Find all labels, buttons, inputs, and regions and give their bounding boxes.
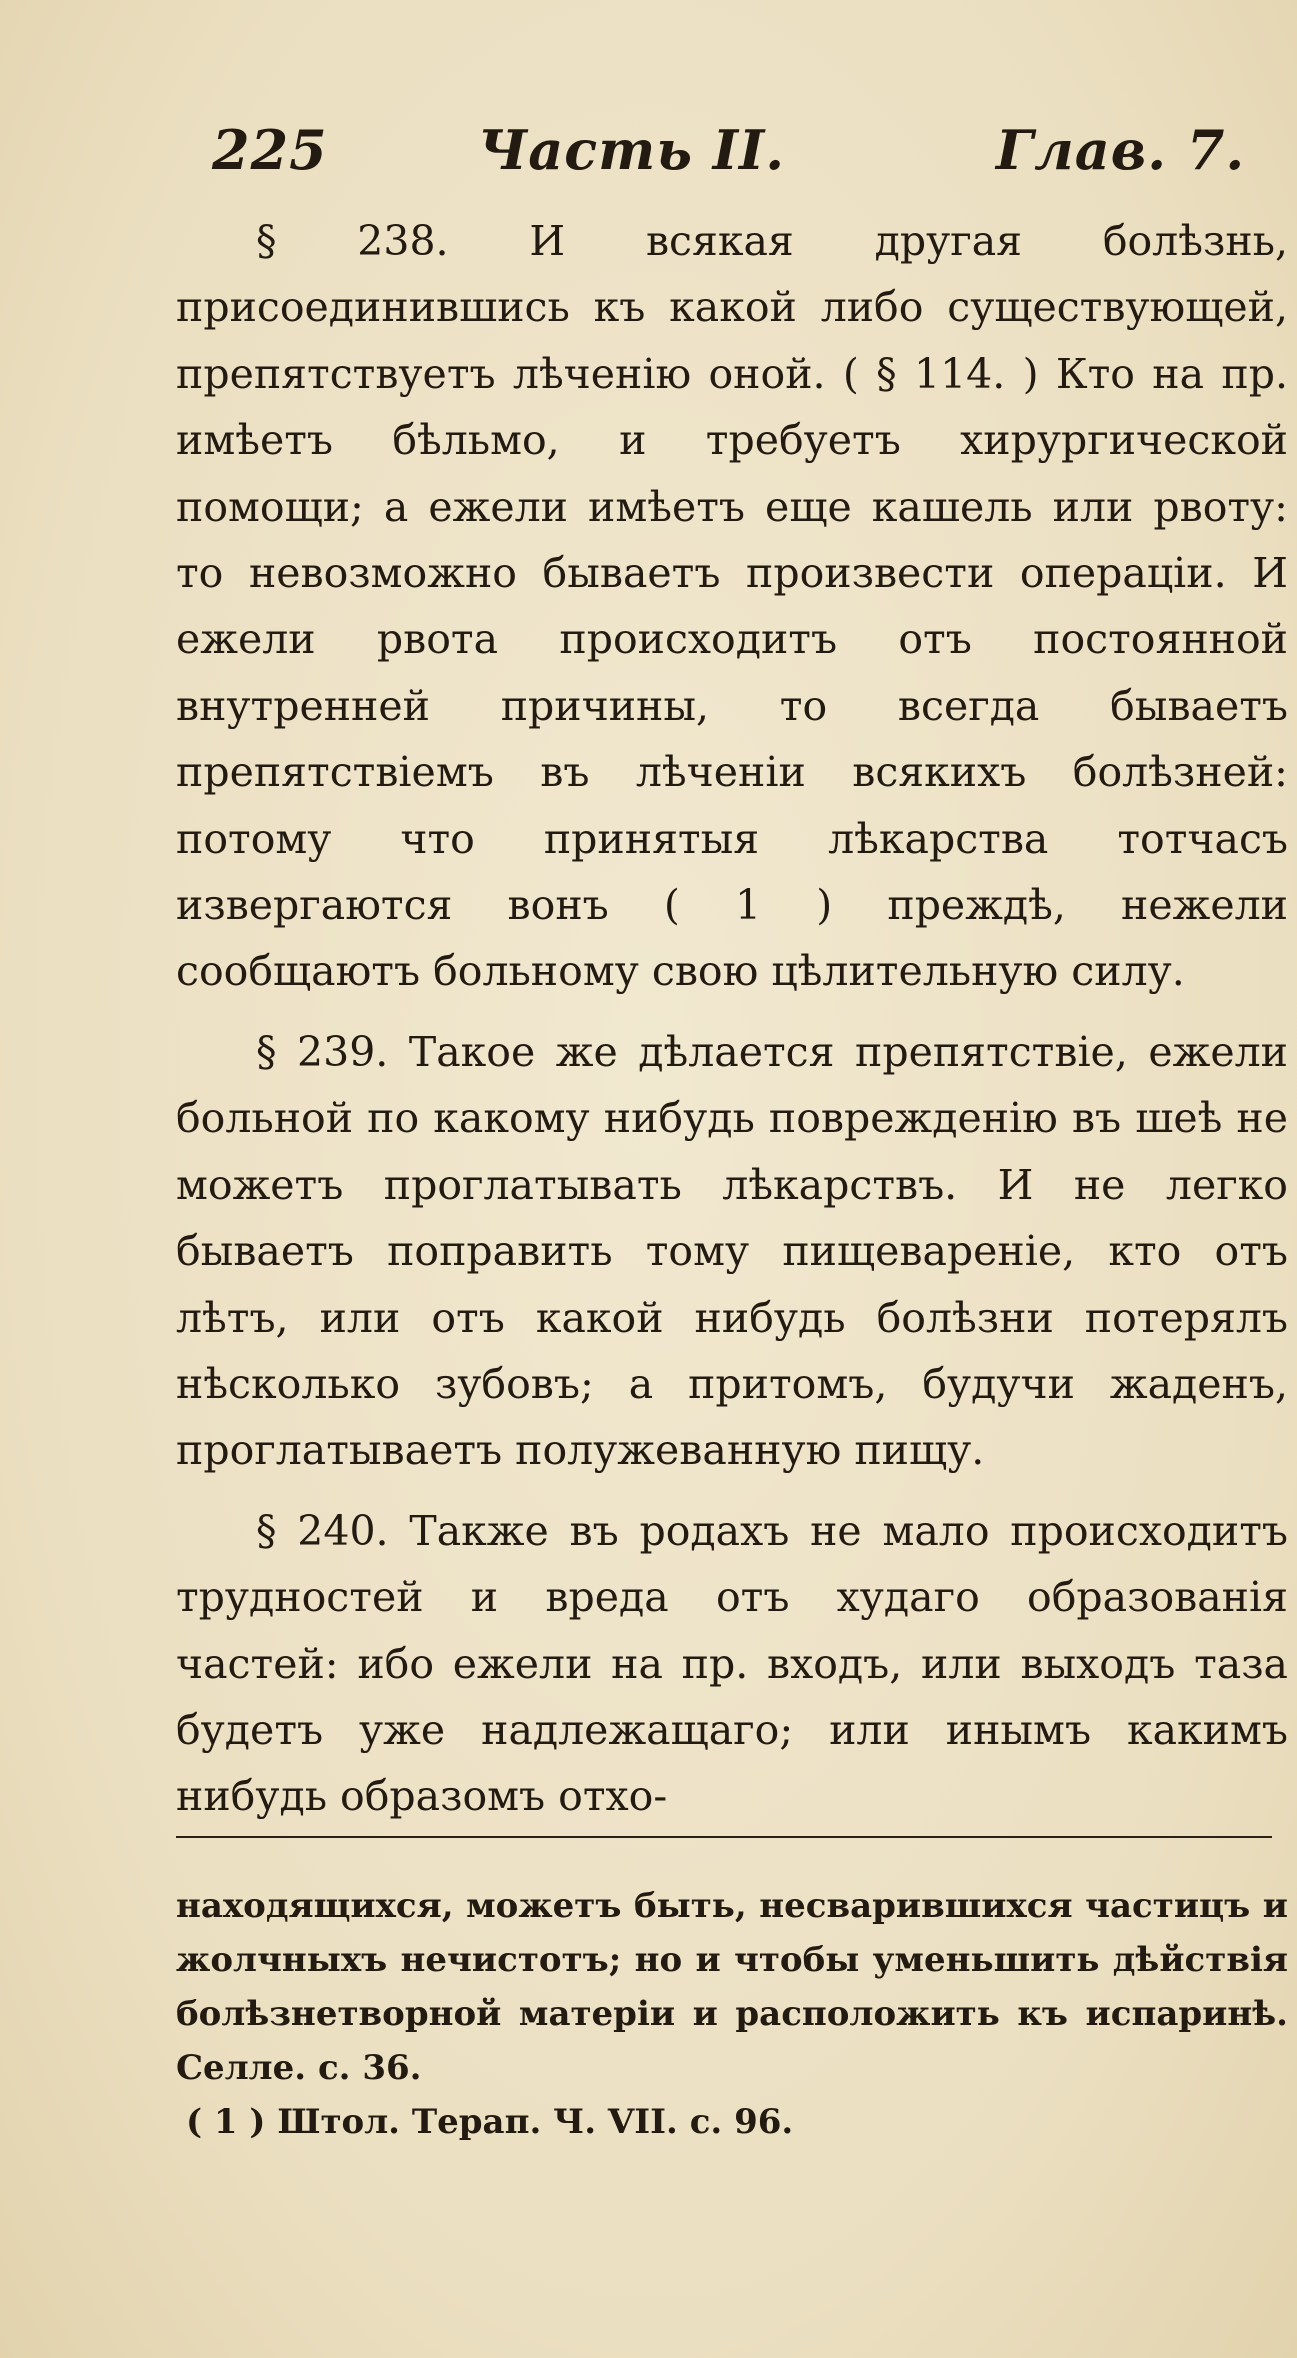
footnotes [176,1879,1288,2149]
page-number: 225 [212,118,328,182]
footnote-continuation: находящихся, можетъ быть, несварившихся частицъ и жолчныхъ нечистотъ; но и чтобы уменьшить дѣйствія болѣзнетворной матеріи и расположить къ испаринѣ. Селле. с. 36. [176,1886,1288,2088]
footnote-divider [176,1836,1272,1838]
paragraph-240: § 240. Также въ родахъ не мало происходитъ трудностей и вреда отъ худаго образованія частей: ибо ежели на пр. входъ, или выходъ таза будетъ уже надлежащаго; или инымъ какимъ нибудь образомъ отхо- [176,1506,1288,1821]
running-header [212,118,1246,208]
paragraph-239: § 239. Такое же дѣлается препятствіе, ежели больной по какому нибудь поврежденію въ шеѣ не можетъ проглатывать лѣкарствъ. И не легко бываетъ поправить тому пищевареніе, кто отъ лѣтъ, или отъ какой нибудь болѣзни потерялъ нѣсколько зубовъ; а притомъ, будучи жаденъ, проглатываетъ полужеванную пищу. [176,1027,1288,1475]
paragraph-238: § 238. И всякая другая болѣзнь, присоединившись къ какой либо существующей, препятствуетъ лѣченію оной. ( § 114. ) Кто на пр. имѣетъ бѣльмо, и требуетъ хирургической помощи; а ежели имѣетъ еще кашель или рвоту: то невозможно бываетъ произвести операціи. И ежели рвота происходитъ отъ постоянной внутренней причины, то всегда бываетъ препятствіемъ въ лѣченіи всякихъ болѣзней: потому что принятыя лѣкарства тотчасъ извергаются вонъ ( 1 ) преждѣ, нежели сообщаютъ больному свою цѣлительную силу. [176,217,1288,996]
part-title: Часть II. [478,118,786,182]
main-text [176,208,1288,1830]
chapter-label: Глав. 7. [996,118,1246,182]
footnote-1: ( 1 ) Штол. Терап. Ч. VII. с. 96. [186,2102,794,2142]
